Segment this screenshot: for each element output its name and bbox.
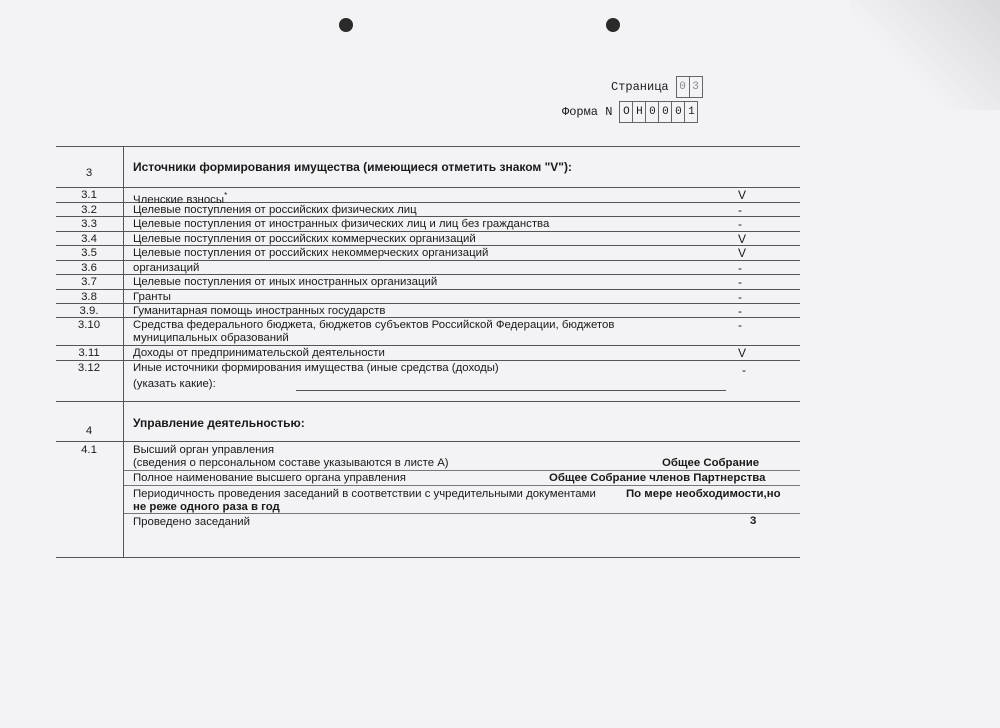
row-mark: V: [738, 232, 747, 246]
row-label: Гуманитарная помощь иностранных государств: [133, 305, 386, 317]
punch-hole: [339, 18, 353, 32]
page-digit-box: 3: [689, 76, 703, 98]
governing-body-label: Высший орган управления: [133, 444, 274, 456]
row-label: Средства федерального бюджета, бюджетов субъектов Российской Федерации, бюджетов: [133, 319, 615, 331]
column-divider: [123, 147, 124, 557]
row-divider: [56, 260, 800, 261]
row-mark: -: [738, 261, 742, 275]
row-divider: [56, 401, 800, 402]
form-digit-box: 1: [684, 101, 698, 123]
page-number-field: [611, 76, 703, 98]
row-label: Доходы от предпринимательской деятельности: [133, 347, 385, 359]
row-label: Иные источники формирования имущества (иные средства (доходы): [133, 362, 499, 374]
row-mark: -: [738, 318, 742, 332]
row-number: 3.2: [81, 204, 97, 216]
row-label: Целевые поступления от российских коммерческих организаций: [133, 233, 476, 245]
periodicity-value: По мере необходимости,но: [626, 488, 781, 500]
row-number: 3.1: [81, 189, 97, 201]
punch-hole: [606, 18, 620, 32]
row-number: 4.1: [81, 444, 97, 456]
form-digit-box: О: [619, 101, 633, 123]
row-label: Целевые поступления от российских физических лиц: [133, 204, 417, 216]
row-divider: [124, 470, 800, 471]
page-label: Страница: [611, 80, 669, 94]
section-title: Источники формирования имущества (имеющиеся отметить знаком "V"):: [133, 160, 572, 174]
section-title: Управление деятельностью:: [133, 416, 305, 430]
page-digit-box: 0: [676, 76, 690, 98]
meetings-value: 3: [750, 515, 757, 527]
section-number: 4: [85, 425, 93, 437]
row-label: Целевые поступления от иных иностранных организаций: [133, 276, 438, 288]
row-divider: [56, 289, 800, 290]
page-fold-shadow: [850, 0, 1000, 110]
meetings-label: Проведено заседаний: [133, 516, 250, 528]
fill-in-line: [296, 390, 726, 391]
property-sources-table: [56, 146, 800, 558]
row-label: Целевые поступления от российских некоммерческих организаций: [133, 247, 489, 259]
row-label: Целевые поступления от иностранных физических лиц и лиц без гражданства: [133, 218, 550, 230]
row-mark: V: [738, 346, 747, 360]
row-number: 3.7: [81, 276, 97, 288]
form-digit-box: 0: [671, 101, 685, 123]
form-digit-box: Н: [632, 101, 646, 123]
form-digit-box: 0: [658, 101, 672, 123]
row-number: 3.9.: [79, 305, 99, 317]
row-mark: V: [738, 188, 747, 202]
footnote-marker: *: [224, 191, 228, 200]
row-number: 3.5: [81, 247, 97, 259]
row-number: 3.12: [77, 362, 101, 374]
governing-body-note: (сведения о персональном составе указываются в листе А): [133, 457, 449, 469]
full-name-value: Общее Собрание членов Партнерства: [549, 472, 766, 484]
row-label-continued: (указать какие):: [133, 378, 216, 390]
row-label-continued: муниципальных образований: [133, 332, 289, 344]
row-divider: [56, 345, 800, 346]
row-mark: -: [738, 304, 742, 318]
row-mark: -: [742, 363, 746, 377]
row-number: 3.6: [81, 262, 97, 274]
row-number: 3.3: [81, 218, 97, 230]
row-mark: V: [738, 246, 747, 260]
row-mark: -: [738, 290, 742, 304]
row-divider: [56, 187, 800, 188]
row-number: 3.8: [81, 291, 97, 303]
row-label-text: Членские взносы: [133, 193, 225, 206]
row-label: организаций: [133, 262, 200, 274]
row-mark: -: [738, 203, 742, 217]
row-divider: [56, 231, 800, 232]
row-number: 3.4: [81, 233, 97, 245]
row-number: 3.10: [77, 319, 101, 331]
form-number-field: [562, 101, 698, 123]
row-divider: [56, 441, 800, 442]
form-label: Форма N: [562, 105, 613, 119]
governing-body-value: Общее Собрание: [662, 457, 760, 469]
row-number: 3.11: [78, 347, 100, 359]
row-divider: [56, 360, 800, 361]
row-divider: [124, 485, 800, 486]
periodicity-label: Периодичность проведения заседаний в соответствии с учредительными документами: [133, 488, 596, 500]
section-number: 3: [85, 167, 93, 179]
form-digit-box: 0: [645, 101, 659, 123]
row-mark: -: [738, 275, 742, 289]
row-mark: -: [738, 217, 742, 231]
periodicity-value-continued: не реже одного раза в год: [133, 501, 280, 513]
row-label: Гранты: [133, 291, 171, 303]
full-name-label: Полное наименование высшего органа управления: [133, 472, 406, 484]
